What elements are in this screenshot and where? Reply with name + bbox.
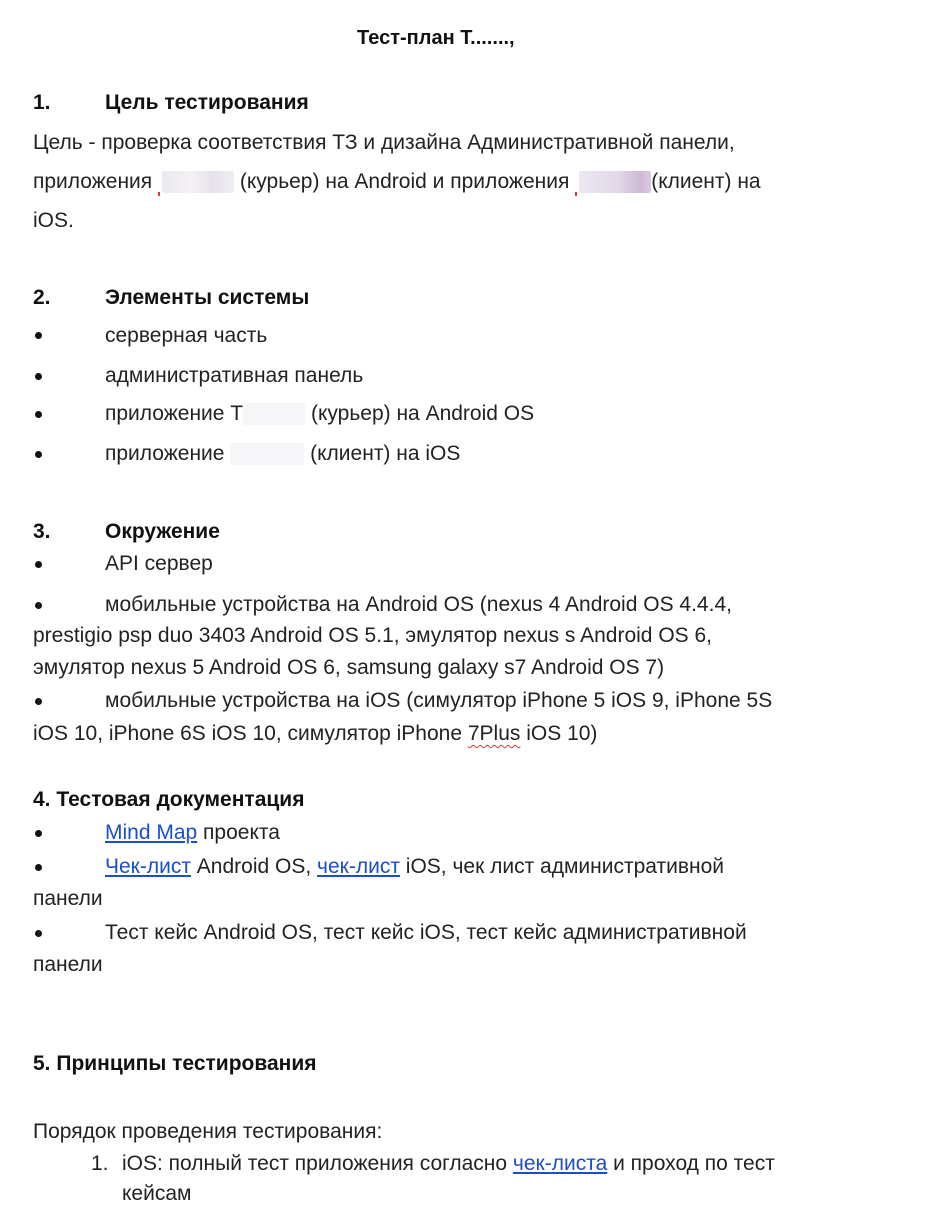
list-item: API сервер — [105, 552, 213, 575]
text-segment: iOS, чек лист административной — [399, 855, 724, 878]
spellcheck-word: 7Plus — [467, 722, 521, 745]
section-3-number: 3. — [33, 520, 51, 543]
spellcheck-mark — [575, 192, 577, 196]
text-segment: iOS: полный тест приложения согласно — [122, 1152, 513, 1175]
list-item-line — [105, 853, 724, 881]
section-1-heading: Цель тестирования — [105, 91, 309, 114]
text-segment: приложение Т — [105, 402, 244, 425]
section-2-number: 2. — [33, 286, 51, 309]
list-item — [105, 400, 534, 428]
text-segment: (клиент) на iOS — [310, 442, 461, 465]
bullet — [35, 830, 42, 837]
bullet — [35, 373, 42, 380]
section-4-heading: 4. Тестовая документация — [33, 788, 305, 811]
section-3-heading: Окружение — [105, 520, 220, 543]
spellcheck-mark — [158, 192, 160, 196]
ordered-list-item-line: кейсам — [122, 1182, 192, 1205]
text-segment: iOS 10) — [520, 722, 598, 745]
list-item-line: мобильные устройства на Android OS (nexus 4 Android OS 4.4.4, — [105, 593, 732, 616]
section-1-paragraph-line-2 — [33, 168, 761, 196]
list-item: серверная часть — [105, 324, 268, 347]
bullet — [35, 411, 42, 418]
list-item-line: эмулятор nexus 5 Android OS 6, samsung galaxy s7 Android OS 7) — [33, 656, 665, 679]
text-segment: приложения — [33, 170, 153, 193]
section-5-intro: Порядок проведения тестирования: — [33, 1120, 383, 1143]
bullet — [35, 698, 42, 705]
bullet — [35, 864, 42, 871]
redacted-app-name — [230, 443, 304, 465]
bullet — [35, 561, 42, 568]
text-segment: iOS 10, iPhone 6S iOS 10, симулятор iPhone — [33, 722, 468, 745]
mind-map-link[interactable]: Mind Map — [105, 821, 198, 844]
ordered-list-item-line — [122, 1150, 775, 1178]
checklist-ios-link[interactable]: чек-лист — [317, 855, 400, 878]
text-segment: (курьер) на Android OS — [310, 402, 535, 425]
text-segment: (курьер) на Android и приложения — [239, 170, 570, 193]
section-1-number: 1. — [33, 91, 51, 114]
text-segment: и проход по тест — [607, 1152, 775, 1175]
checklist-android-link[interactable]: Чек-лист — [105, 855, 191, 878]
bullet — [35, 602, 42, 609]
list-item: административная панель — [105, 364, 364, 387]
text-segment: Android OS, — [190, 855, 318, 878]
bullet — [35, 332, 42, 339]
text-segment: приложение — [105, 442, 225, 465]
checklist-link[interactable]: чек-листа — [512, 1152, 608, 1175]
ordered-list-number: 1. — [91, 1152, 109, 1175]
document-title: Тест-план Т......., — [357, 27, 515, 49]
redacted-app-name — [579, 171, 651, 193]
list-item-line: панели — [33, 887, 103, 910]
list-item-line: панели — [33, 953, 103, 976]
list-item-line: мобильные устройства на iOS (симулятор iPhone 5 iOS 9, iPhone 5S — [105, 689, 773, 712]
list-item — [105, 819, 280, 847]
bullet — [35, 451, 42, 458]
list-item-line: Тест кейс Android OS, тест кейс iOS, тест кейс административной — [105, 921, 747, 944]
list-item-line: prestigio psp duo 3403 Android OS 5.1, эмулятор nexus s Android OS 6, — [33, 624, 713, 647]
redacted-app-name — [243, 403, 305, 425]
redacted-app-name — [162, 171, 234, 193]
section-1-paragraph-line-3: iOS. — [33, 209, 74, 232]
list-item-line — [33, 720, 597, 748]
list-item — [105, 440, 460, 468]
bullet — [35, 930, 42, 937]
section-2-heading: Элементы системы — [105, 286, 310, 309]
text-segment: проекта — [197, 821, 280, 844]
text-segment: (клиент) на — [651, 170, 761, 193]
section-1-paragraph-line-1: Цель - проверка соответствия ТЗ и дизайна Административной панели, — [33, 131, 735, 154]
section-5-heading: 5. Принципы тестирования — [33, 1052, 317, 1075]
